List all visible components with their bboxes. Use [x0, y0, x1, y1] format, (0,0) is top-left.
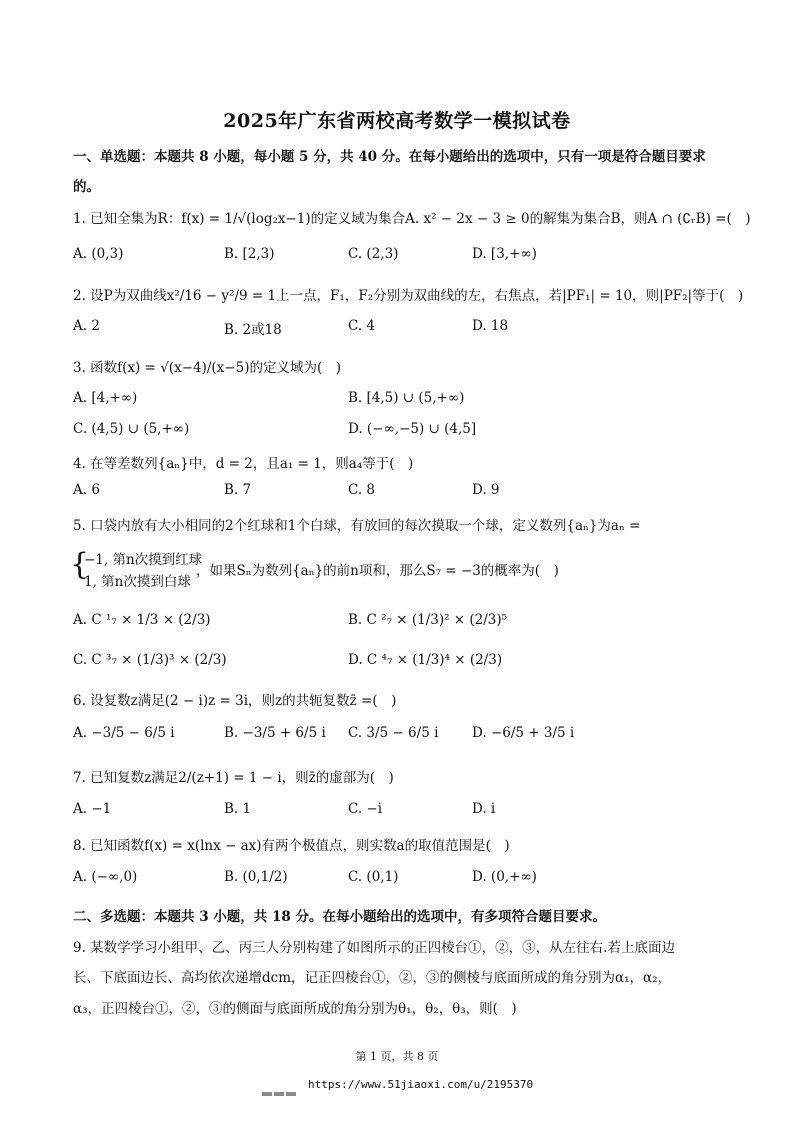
question-6: 6. 设复数z满足(2 − i)z = 3i，则z的共轭复数z̄ =( )	[73, 693, 397, 709]
q8-option-c: C. (0,1)	[348, 869, 399, 885]
q5-option-b: B. C ²₇ × (1/3)² × (2/3)⁵	[348, 612, 508, 628]
q1-option-d: D. [3,+∞)	[472, 246, 537, 262]
q7-option-c: C. −i	[348, 801, 383, 817]
q3-option-b: B. [4,5) ∪ (5,+∞)	[348, 390, 465, 406]
page-title: 2025年广东省两校高考数学一模拟试卷	[223, 110, 571, 132]
question-2: 2. 设P为双曲线x²/16 − y²/9 = 1上一点，F₁，F₂分别为双曲线的左，右焦点，若|PF₁| = 10，则|PF₂|等于( )	[73, 288, 744, 304]
question-3: 3. 函数f(x) = √(x−4)/(x−5)的定义域为( )	[73, 360, 341, 376]
q6-option-d: D. −6/5 + 3/5 i	[472, 725, 575, 741]
q6-option-a: A. −3/5 − 6/5 i	[73, 725, 175, 741]
q6-option-b: B. −3/5 + 6/5 i	[224, 725, 326, 741]
question-1: 1. 已知全集为R：f(x) = 1/√(log₂x−1)的定义域为集合A. x² − 2x − 3 ≥ 0的解集为集合B，则A ∩ (∁ᵣB) =( )	[73, 211, 751, 227]
q4-option-b: B. 7	[224, 482, 252, 498]
q4-option-c: C. 8	[348, 482, 376, 498]
question-5-tail: ，如果Sₙ为数列{aₙ}的前n项和，那么S₇ = −3的概率为( )	[196, 563, 559, 579]
piecewise-brace: {	[70, 547, 90, 582]
section-1-heading-cont: 的。	[73, 179, 100, 195]
q5-option-a: A. C ¹₇ × 1/3 × (2/3)	[73, 612, 211, 628]
q2-option-c: C. 4	[348, 318, 376, 334]
q3-option-c: C. (4,5) ∪ (5,+∞)	[73, 421, 190, 437]
q4-option-a: A. 6	[73, 482, 100, 498]
q4-option-d: D. 9	[472, 482, 500, 498]
q7-option-a: A. −1	[73, 801, 112, 817]
question-9-line3: α₃，正四棱台①，②，③的侧面与底面所成的角分别为θ₁，θ₂，θ₃，则( )	[73, 1001, 517, 1017]
section-2-heading: 二、多选题：本题共 3 小题，共 18 分。在每小题给出的选项中，有多项符合题目要求。	[73, 909, 606, 925]
q2-option-b: B. 2或18	[224, 322, 282, 338]
q7-option-d: D. i	[472, 801, 496, 817]
page-footer: 第 1 页，共 8 页	[355, 1050, 439, 1063]
q2-option-d: D. 18	[472, 318, 509, 334]
question-5: 5. 口袋内放有大小相同的2个红球和1个白球，有放回的每次摸取一个球，定义数列{aₙ}为aₙ =	[73, 518, 641, 534]
q5-option-c: C. C ³₇ × (1/3)³ × (2/3)	[73, 652, 227, 668]
q3-option-d: D. (−∞,−5) ∪ (4,5]	[348, 421, 477, 437]
q1-option-c: C. (2,3)	[348, 246, 399, 262]
q1-option-a: A. (0,3)	[73, 246, 124, 262]
q6-option-c: C. 3/5 − 6/5 i	[348, 725, 439, 741]
q5-case-red: −1, 第n次摸到红球	[84, 552, 203, 568]
q1-option-b: B. [2,3)	[224, 246, 275, 262]
question-9: 9. 某数学学习小组甲、乙、丙三人分别构建了如图所示的正四棱台①，②，③，从左往右.若上底面边	[73, 940, 675, 956]
watermark-url: https://www.51jiaoxi.com/u/2195370	[308, 1078, 534, 1091]
q7-option-b: B. 1	[224, 801, 252, 817]
q5-case-white: 1, 第n次摸到白球	[84, 574, 191, 590]
q3-option-a: A. [4,+∞)	[73, 390, 138, 406]
q8-option-b: B. (0,1/2)	[224, 869, 288, 885]
section-1-heading: 一、单选题：本题共 8 小题，每小题 5 分，共 40 分。在每小题给出的选项中，只有一项是符合题目要求	[73, 149, 706, 165]
watermark-logo	[262, 1082, 306, 1088]
question-9-line2: 长、下底面边长、高均依次递增dcm，记正四棱台①，②，③的侧棱与底面所成的角分别为α₁，α₂，	[73, 970, 672, 986]
question-8: 8. 已知函数f(x) = x(lnx − ax)有两个极值点，则实数a的取值范围是( )	[73, 838, 510, 854]
q8-option-d: D. (0,+∞)	[472, 869, 537, 885]
q5-option-d: D. C ⁴₇ × (1/3)⁴ × (2/3)	[348, 652, 503, 668]
question-7: 7. 已知复数z满足2/(z+1) = 1 − i，则z̄的虚部为( )	[73, 770, 394, 786]
q8-option-a: A. (−∞,0)	[73, 869, 138, 885]
q2-option-a: A. 2	[73, 318, 100, 334]
question-4: 4. 在等差数列{aₙ}中，d = 2，且a₁ = 1，则a₄等于( )	[73, 456, 414, 472]
